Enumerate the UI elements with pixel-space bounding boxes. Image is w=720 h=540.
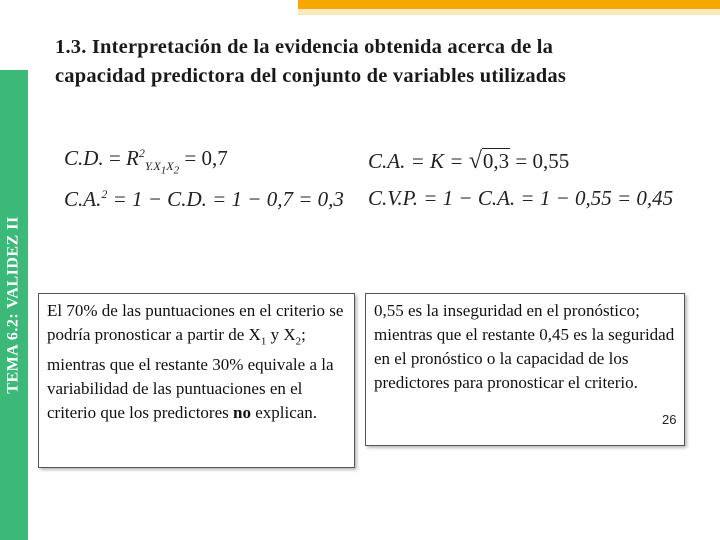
left-box-bold: no — [233, 403, 251, 423]
title-line-2: capacidad predictora del conjunto de variables utilizadas — [55, 65, 567, 87]
formula-cd-rhs: = 0,7 — [184, 146, 228, 170]
title-line-1: 1.3. Interpretación de la evidencia obtenida acerca de la — [55, 36, 554, 58]
left-box-text-1: El 70% de las puntuaciones en el criterio se podría pronosticar a partir de X — [47, 301, 344, 344]
formula-ca-k-lhs: C.A. = K = — [368, 149, 464, 173]
top-accent-shadow — [298, 9, 720, 15]
sidebar-label-wrap — [0, 70, 28, 540]
formula-ca-k-radicand: 0,3 — [482, 149, 510, 173]
sidebar-label: TEMA 6.2: VALIDEZ II — [5, 216, 23, 394]
left-box-sub-2: 2 — [295, 335, 302, 348]
formula-cd: C.D. = $R^2_{Y.X_1X_2} = 0,7$ — [64, 146, 228, 177]
formula-cvp — [368, 186, 673, 211]
left-box-text-2: y X — [266, 325, 296, 344]
top-accent-bar — [298, 0, 720, 9]
interpretation-box-left — [38, 293, 355, 468]
formula-ca-k-rhs: = 0,55 — [515, 149, 570, 173]
left-box-text-4: explican. — [250, 403, 318, 423]
left-box-sub-1: 1 — [260, 335, 267, 348]
formula-ca-k — [368, 148, 569, 175]
formula-cd-lhs: C.D. — [64, 146, 104, 170]
formula-cvp-text: C.V.P. = 1 − C.A. = 1 − 0,55 = 0,45 — [368, 186, 674, 210]
formula-cd-sub: Y.X — [144, 159, 161, 174]
formula-cd-sub1: 1 — [160, 164, 167, 177]
left-box-text-3: ; mientras que el restante 30% equivale a la variabilidad de las puntuaciones en el criterio que los predictores — [47, 325, 334, 423]
formula-cd-sub2: X — [166, 159, 174, 174]
formula-cd-sub3: 2 — [173, 164, 180, 177]
formula-cd-var: R — [126, 146, 139, 170]
formula-ca-lhs: C.A. — [64, 187, 102, 211]
right-box-text: 0,55 es la inseguridad en el pronóstico; mientras que el restante 0,45 es la seguridad en el pronóstico o la capacidad de los predictores para pronosticar el criterio. — [374, 301, 675, 392]
sqrt-icon: √ — [468, 148, 482, 174]
formula-ca-squared — [64, 187, 344, 212]
formula-ca-sup: 2 — [101, 187, 108, 201]
formula-ca-rhs: = 1 − C.D. = 1 − 0,7 = 0,3 — [112, 187, 344, 211]
interpretation-box-right — [365, 293, 685, 446]
slide-title — [55, 33, 695, 91]
page-number: 26 — [662, 412, 677, 427]
formula-cd-sup: 2 — [138, 146, 145, 160]
